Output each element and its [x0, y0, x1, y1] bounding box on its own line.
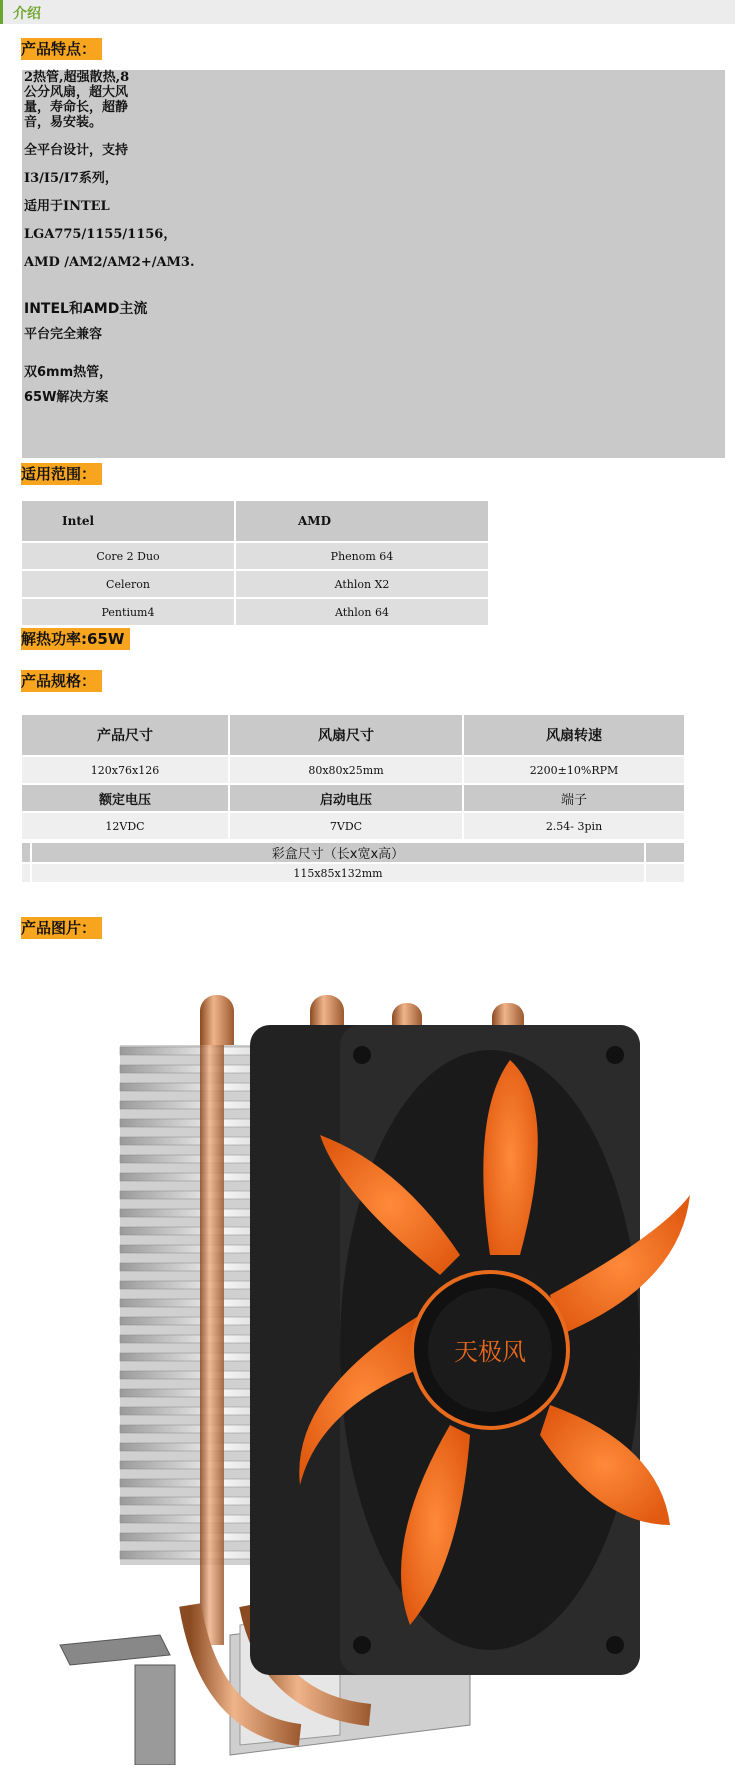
spec-header: 额定电压	[22, 785, 228, 811]
fan	[250, 1025, 690, 1675]
table-row	[22, 599, 488, 625]
feature-line: 平台完全兼容	[24, 327, 103, 342]
box-size-label: 彩盒尺寸（长x宽x高）	[32, 843, 644, 862]
compat-header-intel: Intel	[22, 501, 234, 541]
box-spacer-cell	[22, 864, 30, 882]
feature-line: 量，寿命长，超静	[24, 100, 129, 115]
table-row	[22, 571, 488, 597]
spec-header: 风扇尺寸	[230, 715, 462, 755]
features-title: 产品特点：	[21, 38, 102, 60]
spec-header: 风扇转速	[464, 715, 684, 755]
spec-value: 7VDC	[230, 813, 462, 839]
cooler-product-image	[40, 965, 730, 1765]
table-row	[22, 715, 684, 755]
feature-line: 双6mm热管，	[24, 365, 113, 380]
feature-line: LGA775/1155/1156，	[24, 227, 177, 242]
table-row	[22, 785, 684, 811]
spec-header: 产品尺寸	[22, 715, 228, 755]
spec-value: 2200±10%RPM	[464, 757, 684, 783]
compat-title: 适用范围：	[21, 463, 102, 485]
feature-line: 音，易安装。	[24, 115, 103, 130]
fan-logo-text: 天极风	[454, 1338, 526, 1366]
spec-value: 2.54- 3pin	[464, 813, 684, 839]
section-header	[0, 0, 735, 24]
feature-line: AMD /AM2/AM2+/AM3.	[24, 255, 195, 270]
table-row	[22, 501, 488, 541]
specs-title: 产品规格：	[21, 670, 102, 692]
features-block	[22, 70, 725, 458]
feature-line: 公分风扇，超大风	[24, 85, 129, 100]
compat-cell: Celeron	[22, 571, 234, 597]
box-spacer-cell	[22, 843, 30, 862]
spec-header: 端子	[464, 785, 684, 811]
power-title: 解热功率:65W	[21, 628, 130, 650]
box-spacer-cell	[646, 843, 684, 862]
mounting-clip	[60, 1635, 175, 1765]
feature-line: 2热管,超强散热,8	[24, 70, 130, 85]
box-size-value: 115x85x132mm	[32, 864, 644, 882]
header-title: 介绍	[13, 6, 41, 22]
box-size-table	[20, 841, 686, 884]
compat-cell: Phenom 64	[236, 543, 488, 569]
box-spacer-cell	[646, 864, 684, 882]
table-row	[22, 813, 684, 839]
compat-table	[20, 499, 490, 627]
feature-line: INTEL和AMD主流	[24, 301, 148, 317]
table-row	[22, 843, 684, 862]
photo-title: 产品图片：	[21, 917, 102, 939]
specs-table	[20, 713, 686, 841]
feature-line: I3/I5/I7系列，	[24, 171, 118, 186]
spec-value: 120x76x126	[22, 757, 228, 783]
feature-line: 65W解决方案	[24, 390, 109, 405]
table-row	[22, 864, 684, 882]
feature-line: 全平台设计，支持	[24, 143, 129, 158]
spec-value: 80x80x25mm	[230, 757, 462, 783]
compat-cell: Core 2 Duo	[22, 543, 234, 569]
compat-cell: Athlon X2	[236, 571, 488, 597]
spec-value: 12VDC	[22, 813, 228, 839]
table-row	[22, 543, 488, 569]
compat-cell: Pentium4	[22, 599, 234, 625]
table-row	[22, 757, 684, 783]
spec-header: 启动电压	[230, 785, 462, 811]
compat-header-amd: AMD	[236, 501, 488, 541]
compat-cell: Athlon 64	[236, 599, 488, 625]
feature-line: 适用于INTEL	[24, 199, 110, 214]
